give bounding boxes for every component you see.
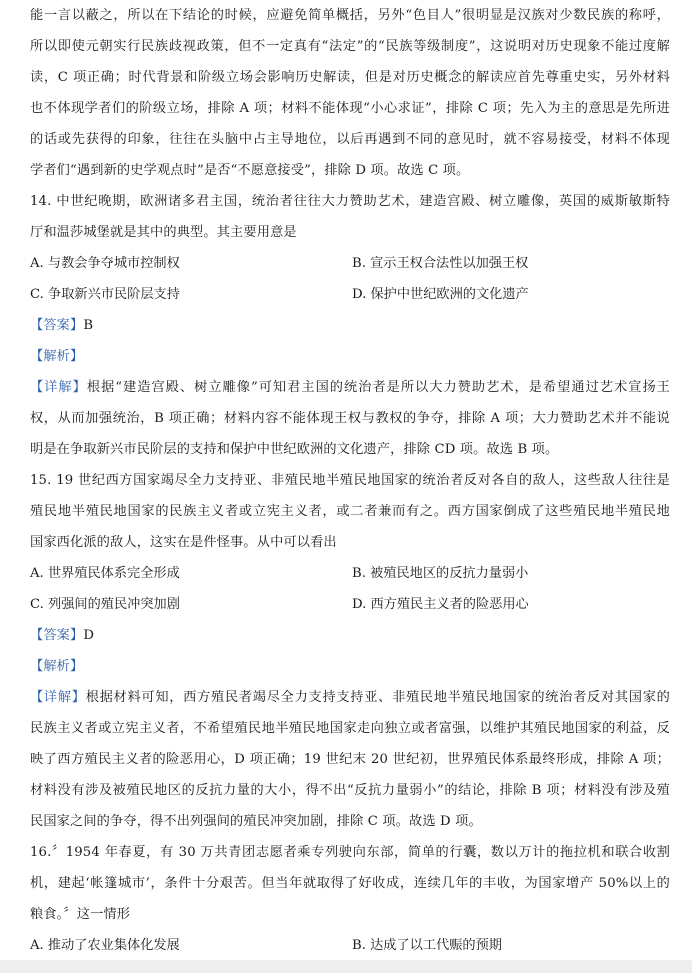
q14-detail-text-1: 根据“建造宫殿、树立雕像”可知君主国的统治者是所以大力赞助艺术，是希望通过艺术宣扬王 (86, 380, 670, 395)
q15-stem-line-1: 15. 19 世纪西方国家竭尽全力支持亚、非殖民地半殖民地国家的统治者反对各自的敌人，这些敌人往往是 (30, 473, 670, 488)
q16-option-a: A. 推动了农业集体化发展 (30, 938, 180, 953)
q15-answer-value: D (83, 628, 95, 643)
q15-answer-tag: 【答案】 (30, 628, 84, 643)
q14-option-d: D. 保护中世纪欧洲的文化遗产 (352, 287, 529, 302)
q15-detail-text-1: 根据材料可知，西方殖民者竭尽全力支持支持亚、非殖民地半殖民地国家的统治者反对其国家的 (85, 690, 670, 705)
q16-stem-line-2: 机，建起‘帐篷城市’，条件十分艰苦。但当年就取得了好收成，连续几年的丰收，为国家增产 50%以上的 (30, 876, 670, 891)
q14-stem-line-2: 厅和温莎城堡就是其中的典型。其主要用意是 (30, 225, 297, 240)
q14-option-c: C. 争取新兴市民阶层支持 (30, 287, 180, 302)
q14-detail-line-3: 明是在争取新兴市民阶层的支持和保护中世纪欧洲的文化遗产，排除 CD 项。故选 B 项。 (30, 442, 559, 457)
intro-line-3: 读，C 项正确；时代背景和阶级立场会影响历史解读，但是对历史概念的解读应首先尊重史实，另外材料 (30, 70, 670, 85)
q14-detail-line-2: 权，从而加强统治，B 项正确；材料内容不能体现王权与教权的争夺，排除 A 项；大力赞助艺术并不能说 (30, 411, 670, 426)
intro-line-1: 能一言以蔽之，所以在下结论的时候，应避免简单概括，另外“色目人”很明显是汉族对少数民族的称呼， (30, 8, 670, 23)
q15-detail-line-2: 民族主义者或立宪主义者，不希望殖民地半殖民地国家走向独立或者富强，以维护其殖民地国家的利益，反 (30, 721, 670, 736)
q14-analysis-tag (30, 347, 670, 367)
q16-stem-line-1: 16.〞1954 年春夏，有 30 万共青团志愿者乘专列驶向东部，简单的行囊，数以万计的拖拉机和联合收割 (30, 845, 670, 860)
q14-analysis-label: 【解析】 (30, 349, 84, 364)
q14-option-a: A. 与教会争夺城市控制权 (30, 256, 180, 271)
q15-option-d: D. 西方殖民主义者的险恶用心 (352, 597, 529, 612)
q15-answer (30, 626, 670, 646)
page-bottom-edge (0, 960, 692, 973)
q15-option-a: A. 世界殖民体系完全形成 (30, 566, 180, 581)
intro-line-5: 的话或先获得的印象，往往在头脑中占主导地位，以后再遇到不同的意见时，就不容易接受，材料不体现 (30, 132, 670, 147)
q15-analysis-tag (30, 657, 670, 677)
q15-detail-line-1 (30, 688, 670, 708)
q16-stem-line-3: 粮食。〞这一情形 (30, 907, 131, 922)
q14-detail-line-1 (30, 378, 670, 398)
q14-answer-tag: 【答案】 (30, 318, 84, 333)
intro-line-2: 所以即使元朝实行民族歧视政策，但不一定真有“法定”的“民族等级制度”，这说明对历史现象不能过度解 (30, 39, 670, 54)
q15-detail-line-4: 材料没有涉及被殖民地区的反抗力量的大小，得不出“反抗力量弱小”的结论，排除 B 项；材料没有涉及殖 (30, 783, 670, 798)
q14-option-b: B. 宣示王权合法性以加强王权 (352, 256, 529, 271)
q14-stem-line-1: 14. 中世纪晚期，欧洲诸多君主国，统治者往往大力赞助艺术，建造宫殿、树立雕像，英国的威斯敏斯特 (30, 194, 670, 209)
q15-detail-tag: 【详解】 (30, 690, 86, 705)
intro-line-4: 也不体现学者们的阶级立场，排除 A 项；材料不能体现“小心求证”，排除 C 项；先入为主的意思是先所进 (30, 101, 670, 116)
q14-detail-tag: 【详解】 (30, 380, 87, 395)
q15-detail-line-5: 民国家之间的争夺，得不出列强间的殖民冲突加剧，排除 C 项。故选 D 项。 (30, 814, 482, 829)
q15-option-c: C. 列强间的殖民冲突加剧 (30, 597, 180, 612)
q16-option-b: B. 达成了以工代赈的预期 (352, 938, 502, 953)
q15-stem-line-2: 殖民地半殖民地国家的民族主义者或立宪主义者，或二者兼而有之。西方国家倒成了这些殖民地半殖民地 (30, 504, 670, 519)
intro-line-6: 学者们“遇到新的史学观点时”是否“不愿意接受”，排除 D 项。故选 C 项。 (30, 163, 470, 178)
q15-detail-line-3: 映了西方殖民主义者的险恶用心，D 项正确；19 世纪末 20 世纪初，世界殖民体系最终形成，排除 A 项； (30, 752, 670, 767)
q15-option-b: B. 被殖民地区的反抗力量弱小 (352, 566, 529, 581)
q14-answer (30, 316, 670, 336)
q14-answer-value: B (83, 318, 94, 333)
q15-stem-line-3: 国家西化派的敌人，这实在是件怪事。从中可以看出 (30, 535, 337, 550)
q15-analysis-label: 【解析】 (30, 659, 84, 674)
